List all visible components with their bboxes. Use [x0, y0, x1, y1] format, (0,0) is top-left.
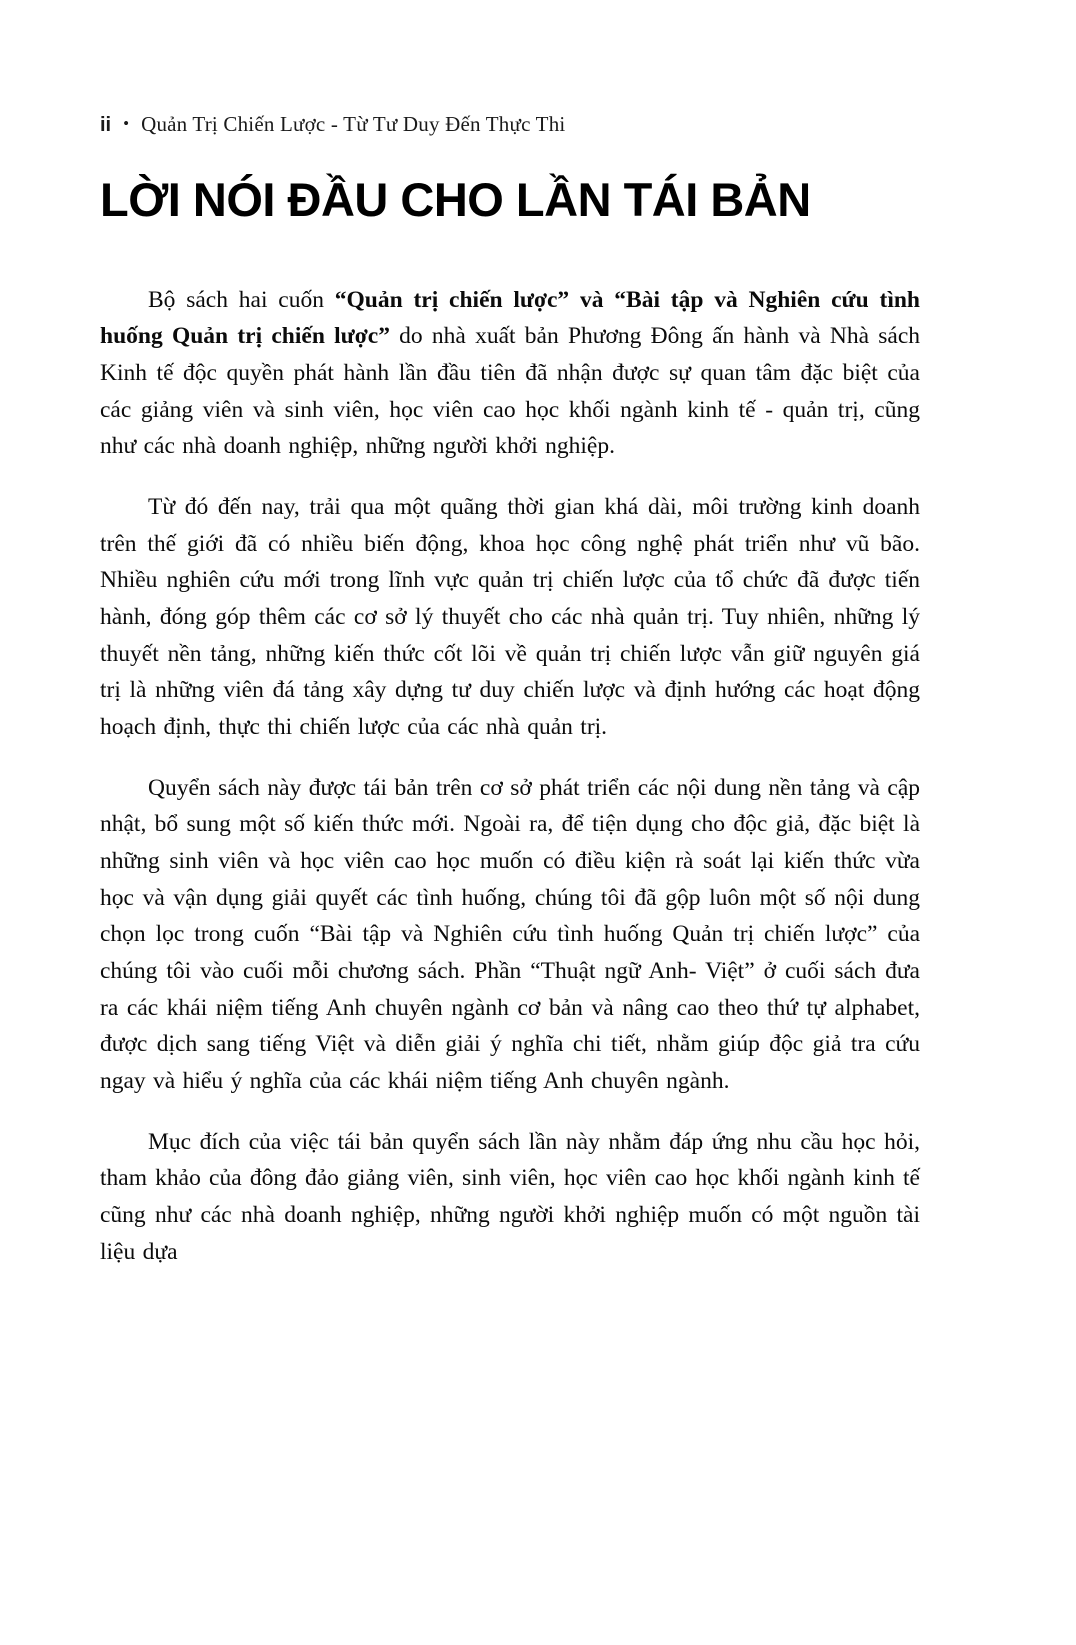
paragraph: [100, 1124, 920, 1271]
text-run: Quyển sách này được tái bản trên cơ sở phát triển các nội dung nền tảng và cập nhật, bổ sung một số kiến thức mới. Ngoài ra, để tiện dụng cho độc giả, đặc biệt là những sinh viên và học viên cao học muốn có điều kiện rà soát lại kiến thức vừa học và vận dụng giải quyết các tình huống, chúng tôi đã gộp luôn một số nội dung chọn lọc trong cuốn “Bài tập và Nghiên cứu tình huống Quản trị chiến lược” của chúng tôi vào cuối mỗi chương sách. Phần “Thuật ngữ Anh- Việt” ở cuối sách đưa ra các khái niệm tiếng Anh chuyên ngành cơ bản và nâng cao theo thứ tự alphabet, được dịch sang tiếng Việt và diễn giải ý nghĩa chi tiết, nhằm giúp độc giả tra cứu ngay và hiểu ý nghĩa của các khái niệm tiếng Anh chuyên ngành.: [100, 774, 920, 1094]
running-title: Quản Trị Chiến Lược - Từ Tư Duy Đến Thực Thi: [141, 112, 566, 136]
header-bullet-separator: •: [123, 114, 130, 133]
text-run: Mục đích của việc tái bản quyển sách lần này nhằm đáp ứng nhu cầu học hỏi, tham khảo của đông đảo giảng viên, sinh viên, học viên cao học khối ngành kinh tế cũng như các nhà doanh nghiệp, những người khởi nghiệp muốn có một nguồn tài liệu dựa: [100, 1128, 920, 1265]
text-run: Bộ sách hai cuốn: [148, 286, 335, 313]
page-number: ii: [100, 114, 112, 136]
bold-text-run: “Quản trị chiến lược” và “Bài tập và Nghiên cứu tình huống Quản trị chiến lược”: [100, 286, 920, 350]
paragraph: [100, 770, 920, 1100]
paragraph: [100, 489, 920, 746]
text-run: Từ đó đến nay, trải qua một quãng thời gian khá dài, môi trường kinh doanh trên thế giới đã có nhiều biến động, khoa học công nghệ phát triển như vũ bão. Nhiều nghiên cứu mới trong lĩnh vực quản trị chiến lược của tổ chức đã được tiến hành, đóng góp thêm các cơ sở lý thuyết cho các nhà quản trị. Tuy nhiên, những lý thuyết nền tảng, những kiến thức cốt lõi về quản trị chiến lược vẫn giữ nguyên giá trị là những viên đá tảng xây dựng tư duy chiến lược và định hướng các hoạt động hoạch định, thực thi chiến lược của các nhà quản trị.: [100, 494, 920, 740]
running-header: [100, 112, 920, 137]
paragraph: [100, 282, 920, 465]
preface-title: LỜI NÓI ĐẦU CHO LẦN TÁI BẢN: [100, 173, 811, 226]
text-run: do nhà xuất bản Phương Đông ấn hành và Nhà sách Kinh tế độc quyền phát hành lần đầu tiên đã nhận được sự quan tâm đặc biệt của các giảng viên và sinh viên, học viên cao học khối ngành kinh tế - quản trị, cũng như các nhà doanh nghiệp, những người khởi nghiệp.: [100, 323, 920, 460]
preface-body: [100, 282, 920, 1270]
